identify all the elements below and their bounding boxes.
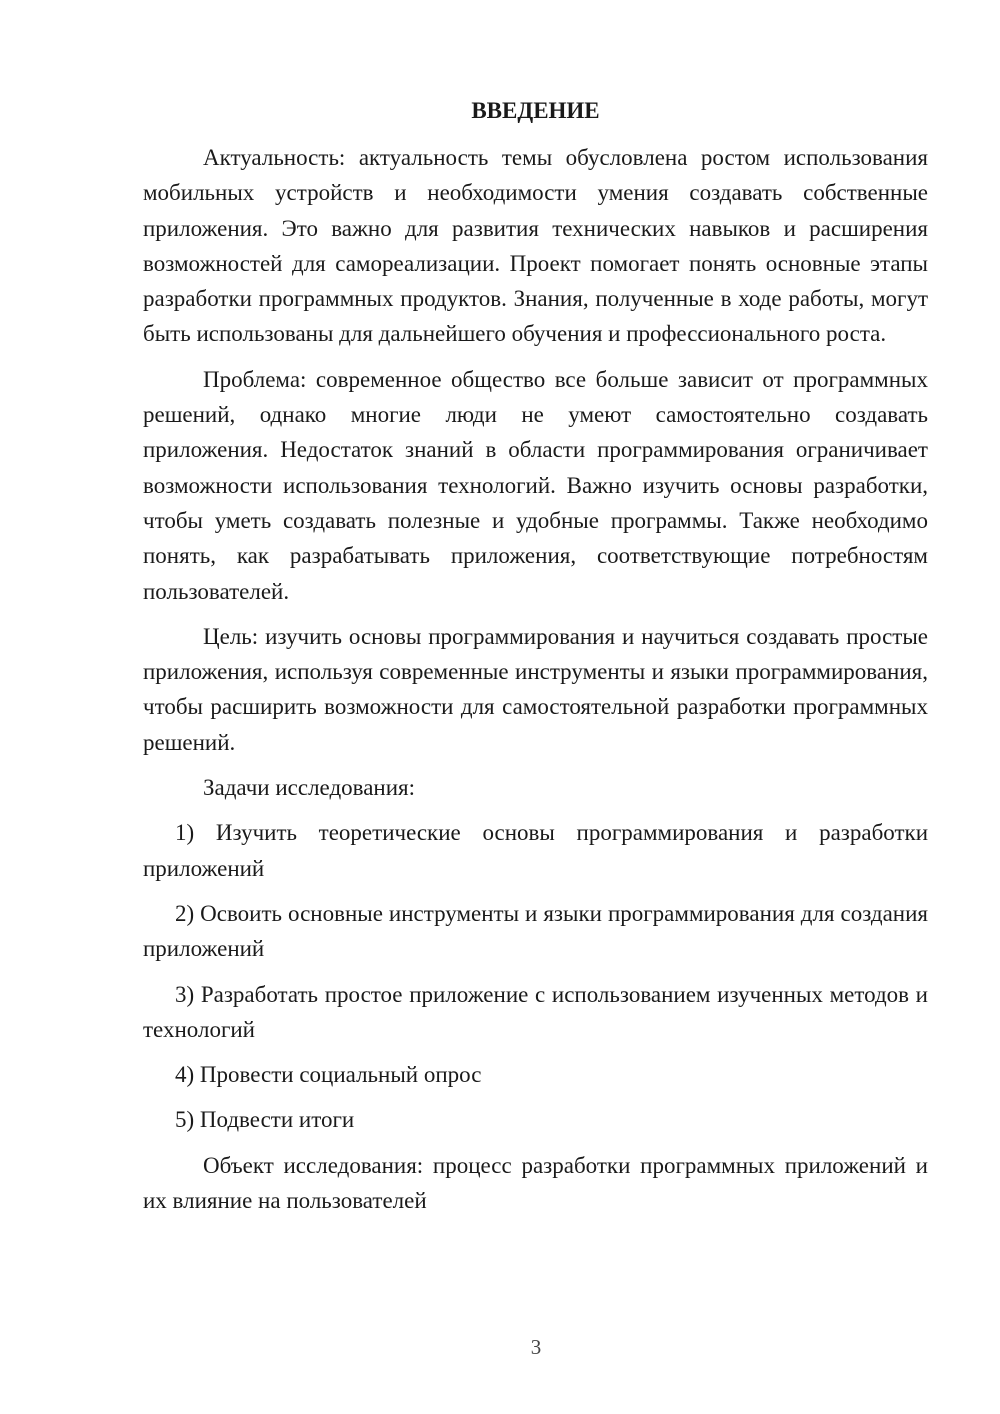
page-content: [143, 96, 928, 1218]
task-item-5: 5) Подвести итоги: [175, 1107, 355, 1133]
tasks-title: Задачи исследования:: [203, 775, 416, 801]
paragraph-problem: Проблема: современное общество все больше зависит от программных решений, однако многие люди не умеют самостоятельно создавать приложения. Недостаток знаний в области программирования ограничивает возможности использования технологий. Важно изучить основы разработки, чтобы уметь создавать полезные и удобные программы. Также необходимо понять, как разрабатывать приложения, соответствующие потребностям пользователей.: [143, 366, 928, 604]
task-item-3: 3) Разработать простое приложение с использованием изученных методов и технологий: [143, 981, 928, 1042]
task-item-2: 2) Освоить основные инструменты и языки программирования для создания приложений: [143, 900, 928, 962]
page-number: 3: [530, 1335, 542, 1359]
paragraph-object: Объект исследования: процесс разработки программных приложений и их влияние на пользователей: [143, 1152, 928, 1214]
task-item-1: 1) Изучить теоретические основы программирования и разработки приложений: [143, 820, 928, 881]
paragraph-relevance: Актуальность: актуальность темы обусловлена ростом использования мобильных устройств и необходимости умения создавать собственные приложения. Это важно для развития технических навыков и расширения возможностей для самореализации. Проект помогает понять основные этапы разработки программных продуктов. Знания, полученные в ходе работы, могут быть использованы для дальнейшего обучения и профессионального роста.: [143, 145, 928, 347]
tasks-list: [143, 815, 928, 1137]
page-title: ВВЕДЕНИЕ: [471, 98, 600, 123]
task-item-4: 4) Провести социальный опрос: [175, 1062, 482, 1088]
paragraph-goal: Цель: изучить основы программирования и научиться создавать простые приложения, используя современные инструменты и языки программирования, чтобы расширить возможности для самостоятельной разработки программных решений.: [143, 623, 928, 755]
